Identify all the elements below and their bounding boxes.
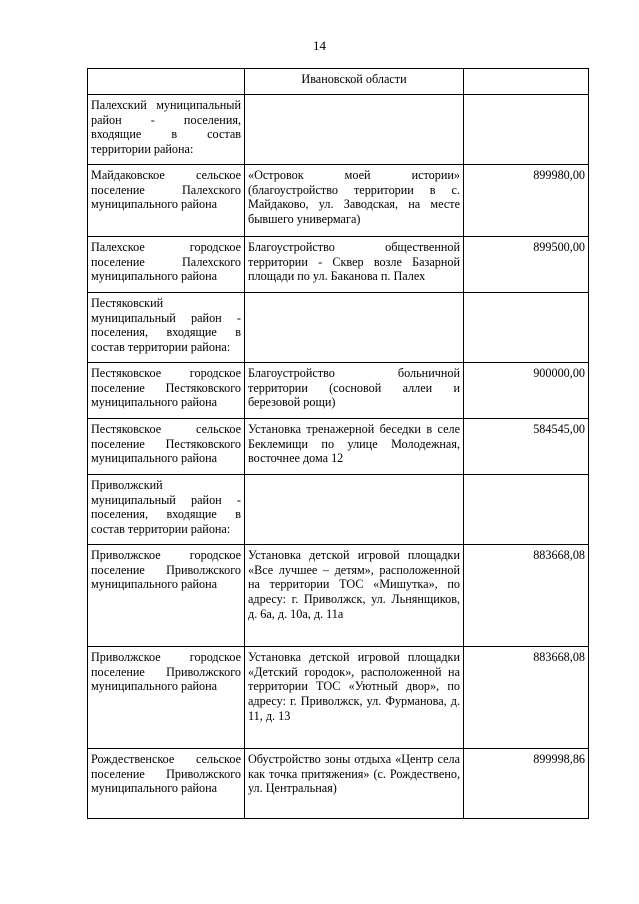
project-cell: Установка детской игровой площадки «Все лучшее – детям», расположенной на территории ТОС «Мишутка», по адресу: г. Приволжск, ул. Льнянщиков, д. 6а, д. 10а, д. 11а	[245, 545, 464, 647]
project-cell: Благоустройство общественной территории - Сквер возле Базарной площади по ул. Баканова п. Палех	[245, 237, 464, 293]
municipality-cell: Приволжское городское поселение Приволжского муниципального района	[88, 647, 245, 749]
page-number: 14	[313, 38, 326, 53]
amount-cell	[464, 475, 589, 545]
amount-cell	[464, 293, 589, 363]
district-header-cell: Приволжский муниципальный район - поселения, входящие в состав территории района:	[88, 475, 245, 545]
municipality-cell	[88, 69, 245, 95]
project-cell: Установка детской игровой площадки «Детский городок», расположенной на территории ТОС «Уютный двор», по адресу: г. Приволжск, ул. Фурманова, д. 11, д. 13	[245, 647, 464, 749]
project-cell	[245, 293, 464, 363]
amount-cell	[464, 69, 589, 95]
district-header-cell: Пестяковский муниципальный район - поселения, входящие в состав территории района:	[88, 293, 245, 363]
amount-cell: 584545,00	[464, 419, 589, 475]
table-row	[88, 419, 589, 475]
municipality-cell: Пестяковское городское поселение Пестяковского муниципального района	[88, 363, 245, 419]
table-row	[88, 647, 589, 749]
amount-cell: 883668,08	[464, 647, 589, 749]
table-row	[88, 475, 589, 545]
project-cell: Установка тренажерной беседки в селе Беклемищи по улице Молодежная, восточнее дома 12	[245, 419, 464, 475]
amount-cell	[464, 95, 589, 165]
project-cell: Ивановской области	[245, 69, 464, 95]
amount-cell: 883668,08	[464, 545, 589, 647]
project-cell	[245, 475, 464, 545]
municipality-cell: Рождественское сельское поселение Приволжского муниципального района	[88, 749, 245, 819]
amount-cell: 899998,86	[464, 749, 589, 819]
table-row	[88, 165, 589, 237]
project-cell: Обустройство зоны отдыха «Центр села как точка притяжения» (с. Рождествено, ул. Центральная)	[245, 749, 464, 819]
table-row	[88, 749, 589, 819]
district-header-cell: Палехский муниципальный район - поселения, входящие в состав территории района:	[88, 95, 245, 165]
table-row	[88, 293, 589, 363]
amount-cell: 899500,00	[464, 237, 589, 293]
project-cell: «Островок моей истории» (благоустройство территории в с. Майдаково, ул. Заводская, на месте бывшего универмага)	[245, 165, 464, 237]
project-cell	[245, 95, 464, 165]
table-row	[88, 363, 589, 419]
table-row	[88, 69, 589, 95]
municipality-cell: Пестяковское сельское поселение Пестяковского муниципального района	[88, 419, 245, 475]
allocation-table	[87, 68, 589, 819]
amount-cell: 899980,00	[464, 165, 589, 237]
municipality-cell: Палехское городское поселение Палехского муниципального района	[88, 237, 245, 293]
table-row	[88, 545, 589, 647]
table-row	[88, 95, 589, 165]
table-row	[88, 237, 589, 293]
project-cell: Благоустройство больничной территории (сосновой аллеи и березовой рощи)	[245, 363, 464, 419]
amount-cell: 900000,00	[464, 363, 589, 419]
municipality-cell: Майдаковское сельское поселение Палехского муниципального района	[88, 165, 245, 237]
municipality-cell: Приволжское городское поселение Приволжского муниципального района	[88, 545, 245, 647]
